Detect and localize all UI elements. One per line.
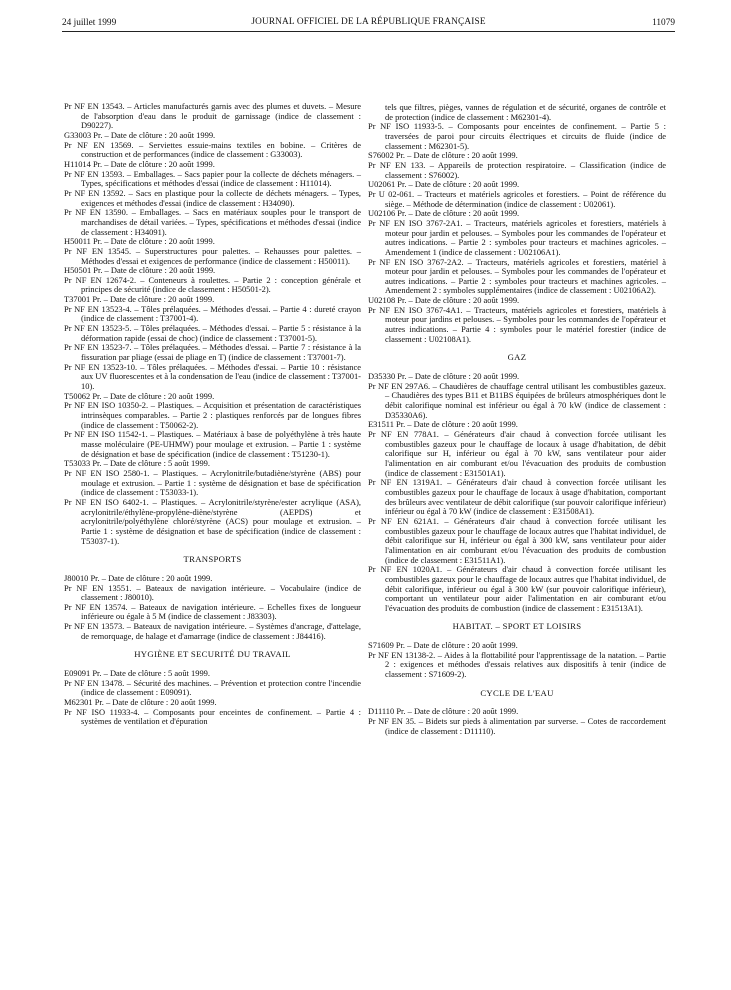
standard-entry: Pr NF EN 13543. – Articles manufacturés garnis avec des plumes et duvets. – Mesure de l'absorption d'eau dans le produit de garnissage (indice de classement : D90227). — [64, 101, 361, 131]
standard-entry: Pr NF EN ISO 3767-2A2. – Tracteurs, matériels agricoles et forestiers, matériel à moteur pour jardin et pelouses. – Symboles pour les commandes de l'opérateur et autres indications. – Partie 2 : symboles pour tracteurs et machines agricoles. – Amendement 2 : symboles supplémentaires (indice de classement : U02106A2). — [368, 256, 666, 296]
closing-date-entry: H50011 Pr. – Date de clôture : 20 août 1999. — [64, 236, 215, 247]
header-rule — [62, 31, 675, 32]
standard-entry: Pr NF EN 13138-2. – Aides à la flottabilité pour l'apprentissage de la natation. – Partie 2 : exigences et méthodes d'essais relatives aux dispositifs à tenir (indice de classement : S71609-2). — [368, 649, 666, 680]
closing-date-entry: H11014 Pr. – Date de clôture : 20 août 1999. — [64, 158, 215, 169]
standard-entry: Pr NF EN 13593. – Emballages. – Sacs papier pour la collecte de déchets ménagers. – Types, spécifications et méthodes d'essai (indice de classement : H11014). — [64, 168, 361, 189]
standard-entry: Pr NF EN 13590. – Emballages. – Sacs en matériaux souples pour le transport de marchandises de détail variées. – Types, spécifications et méthodes d'essai (indice de classement : H34091). — [64, 207, 361, 237]
standard-entry: Pr NF EN ISO 3767-2A1. – Tracteurs, matériels agricoles et forestiers, matériels à moteur pour jardin et pelouses. – Symboles pour les commandes de l'opérateur et autres indications. – Partie 2 : symboles pour tracteurs et machines agricoles. – Amendement 1 (indice de classement : U02106A1). — [368, 217, 666, 257]
standard-entry: Pr NF EN 13545. – Superstructures pour palettes. – Rehausses pour palettes. – Méthodes d'essai et exigences de performance (indice de classement : H50011). — [64, 245, 361, 266]
standard-entry: Pr NF EN 778A1. – Générateurs d'air chaud à convection forcée utilisant les combustibles gazeux pour le chauffage de locaux à usage d'habitation, de débit calorifique sur H, inférieur ou égal à 70 kW, sans ventilateur pour aider l'alimentation en air comburant et/ou l'évacuation des produits de combustion (indice de classement : E31501A1). — [368, 429, 666, 478]
closing-date-entry: H50501 Pr. – Date de clôture : 20 août 1999. — [64, 265, 216, 276]
closing-date-entry: S71609 Pr. – Date de clôture : 20 août 1999. — [368, 640, 518, 651]
standard-entry: Pr NF EN 13478. – Sécurité des machines. – Prévention et protection contre l'incendie (indice de classement : E09091). — [64, 677, 361, 698]
standard-entry: Pr NF EN 13523-10. – Tôles prélaquées. – Méthodes d'essai. – Partie 10 : résistance aux UV fluorescentes et à la condensation de l'eau (indice de classement : T37001-10). — [64, 361, 361, 392]
left-column — [64, 102, 361, 727]
standard-entry: Pr NF EN 133. – Appareils de protection respiratoire. – Classification (indice de classement : S76002). — [368, 159, 666, 180]
closing-date-entry: U02108 Pr. – Date de clôture : 20 août 1999. — [368, 295, 520, 306]
standard-entry: Pr NF EN 13551. – Bateaux de navigation intérieure. – Vocabulaire (indice de classement : J80010). — [64, 582, 361, 603]
section-heading: TRANSPORTS — [183, 554, 242, 565]
standard-entry: Pr NF EN 1319A1. – Générateurs d'air chaud à convection forcée utilisant les combustibles gazeux pour le chauffage de locaux à usage d'habitation, comportant des brûleurs avec ventilateur de débit calorifique (sur pouvoir calorifique inférieur) inférieur ou égal à 70 kW (indice de classement : E31508A1). — [368, 477, 666, 517]
section-heading: HYGIÈNE ET SECURITÉ DU TRAVAIL — [134, 649, 291, 660]
closing-date-entry: D35330 Pr. – Date de clôture : 20 août 1999. — [368, 371, 520, 382]
closing-date-entry: U02106 Pr. – Date de clôture : 20 août 1999. — [368, 208, 520, 219]
standard-entry: Pr NF EN 13573. – Bateaux de navigation intérieure. – Systèmes d'ancrage, d'attelage, de remorquage, de halage et d'amarrage (indice de classement : J84416). — [64, 621, 361, 641]
standard-entry: Pr NF ISO 11933-5. – Composants pour enceintes de confinement. – Partie 5 : traversées de paroi pour circuits électriques et circuits de fluide (indice de classement : M62301-5). — [368, 121, 666, 151]
section-heading: CYCLE DE L'EAU — [480, 687, 554, 698]
closing-date-entry: G33003 Pr. – Date de clôture : 20 août 1999. — [64, 129, 216, 140]
section-heading: HABITAT. – SPORT ET LOISIRS — [452, 621, 582, 632]
standard-entry: Pr NF EN 13569. – Serviettes essuie-mains textiles en bobine. – Critères de construction et de performances (indice de classement : G33003). — [64, 139, 361, 160]
page-number: 11079 — [652, 18, 675, 28]
standard-entry: Pr NF ISO 11933-4. – Composants pour enceintes de confinement. – Partie 4 : systèmes de ventilation et d'épuration — [64, 706, 361, 727]
entry-continuation: tels que filtres, pièges, vannes de régulation et de sécurité, organes de contrôle et de protection (indice de classement : M62301-4). — [385, 102, 666, 122]
closing-date-entry: T50062 Pr. – Date de clôture : 20 août 1999. — [64, 390, 215, 401]
closing-date-entry: T37001 Pr. – Date de clôture : 20 août 1999. — [64, 294, 215, 305]
closing-date-entry: J80010 Pr. – Date de clôture : 20 août 1999. — [64, 572, 213, 583]
standard-entry: Pr NF EN 13574. – Bateaux de navigation intérieure. – Echelles fixes de longueur inférieure ou égale à 5 M (indice de classement : J83303). — [64, 601, 361, 622]
closing-date-entry: E09091 Pr. – Date de clôture : 5 août 1999. — [64, 668, 210, 679]
standard-entry: Pr NF EN 13592. – Sacs en plastique pour la collecte de déchets ménagers. – Types, exigences et méthodes d'essai (indice de classement : H34090). — [64, 187, 361, 208]
standard-entry: Pr NF EN 35. – Bidets sur pieds à alimentation par surverse. – Cotes de raccordement (indice de classement : D11110). — [368, 716, 666, 736]
standard-entry: Pr NF EN ISO 3767-4A1. – Tracteurs, matériels agricoles et forestiers, matériels à moteur pour jardins et pelouses. – Symboles pour les commandes de l'opérateur et autres indications. – Partie 4 : symboles pour le matériel forestier (indice de classement : U02108A1). — [368, 304, 666, 344]
standard-entry: Pr NF EN ISO 6402-1. – Plastiques. – Acrylonitrile/styrène/ester acrylique (ASA), acrylonitrile/éthylène-propylène-diène/styrène (AEPDS) et acrylonitrile/polyéthylène chloré/styrène (ACS) pour moulage et extrusion. – Partie 1 : système de désignation et base de spécification (indice de classement : T53037-1). — [64, 496, 361, 546]
section-heading: GAZ — [507, 352, 527, 363]
standard-entry: Pr NF EN 297A6. – Chaudières de chauffage central utilisant les combustibles gazeux. – Chaudières des types B11 et B11BS équipées de brûleurs atmosphériques dont le débit calorifique nominal est inférieur ou égal à 70 kW (indice de classement : D35330A6). — [368, 380, 666, 420]
closing-date-entry: U02061 Pr. – Date de clôture : 20 août 1999. — [368, 179, 520, 190]
standard-entry: Pr NF EN 621A1. – Générateurs d'air chaud à convection forcée utilisant les combustibles gazeux pour le chauffage de locaux autres que l'habitat individuel, de débit calorifique sur H, inférieur ou égal à 300 kW, sans ventilateur pour aider l'alimentation en air comburant et/ou l'évacuation des produits de combustion (indice de classement : E31511A1). — [368, 515, 666, 565]
standard-entry: Pr NF EN 13523-4. – Tôles prélaquées. – Méthodes d'essai. – Partie 4 : dureté crayon (indice de classement : T37001-4). — [64, 303, 361, 324]
standard-entry: Pr NF EN ISO 2580-1. – Plastiques. – Acrylonitrile/butadiène/styrène (ABS) pour moulage et extrusion. – Partie 1 : système de désignation et base de spécification (indice de classement : T53033-1). — [64, 467, 361, 498]
closing-date-entry: D11110 Pr. – Date de clôture : 20 août 1999. — [368, 706, 519, 717]
closing-date-entry: T53033 Pr. – Date de clôture : 5 août 1999. — [64, 458, 210, 469]
standard-entry: Pr NF EN ISO 10350-2. – Plastiques. – Acquisition et présentation de caractéristiques intrinsèques comparables. – Partie 2 : plastiques renforcés par de longues fibres (indice de classement : T50062-2). — [64, 400, 361, 430]
closing-date-entry: S76002 Pr. – Date de clôture : 20 août 1999. — [368, 150, 518, 161]
standard-entry: Pr U 02-061. – Tracteurs et matériels agricoles et forestiers. – Point de référence du siège. – Méthode de détermination (indice de classement : U02061). — [368, 188, 666, 209]
page-header — [62, 16, 675, 32]
standard-entry: Pr NF EN 12674-2. – Conteneurs à roulettes. – Partie 2 : conception générale et principes de sécurité (indice de classement : H50501-2). — [64, 274, 361, 295]
standard-entry: Pr NF EN 13523-5. – Tôles prélaquées. – Méthodes d'essai. – Partie 5 : résistance à la déformation rapide (essai de choc) (indice de classement : T37001-5). — [64, 323, 361, 343]
journal-title: JOURNAL OFFICIEL DE LA RÉPUBLIQUE FRANÇAISE — [251, 17, 486, 27]
closing-date-entry: M62301 Pr. – Date de clôture : 20 août 1999. — [64, 697, 217, 708]
right-column — [368, 103, 666, 736]
issue-date: 24 juillet 1999 — [62, 18, 117, 28]
closing-date-entry: E31511 Pr. – Date de clôture : 20 août 1999. — [368, 419, 518, 430]
standard-entry: Pr NF EN 1020A1. – Générateurs d'air chaud à convection forcée utilisant les combustibles gazeux pour le chauffage de locaux autres que l'habitat individuel, de débit calorifique, inférieur ou égal à 300 kW (sur pouvoir calorifique inférieur), comportant un ventilateur pour aider l'alimentation en air comburant et/ou l'évacuation des produits de combustion (indice de classement : E31513A1). — [368, 564, 666, 613]
standard-entry: Pr NF EN 13523-7. – Tôles prélaquées. – Méthodes d'essai. – Partie 7 : résistance à la fissuration par pliage (essai de pliage en T) (indice de classement : T37001-7). — [64, 342, 361, 363]
standard-entry: Pr NF EN ISO 11542-1. – Plastiques. – Matériaux à base de polyéthylène à très haute masse moléculaire (PE-UHMW) pour moulage et extrusion. – Partie 1 : système de désignation et base de spécification (indice de classement : T51230-1). — [64, 429, 361, 459]
